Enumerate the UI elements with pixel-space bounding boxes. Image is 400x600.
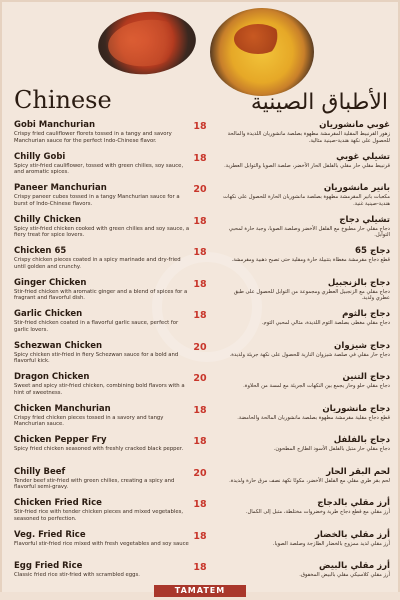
menu-item-arabic (222, 372, 390, 390)
item-description: Spicy fried chicken seasoned with freshly cracked black pepper. (14, 446, 184, 452)
item-name: Egg Fried Rice (14, 561, 83, 571)
item-name: Chicken Manchurian (14, 403, 111, 414)
item-name: Garlic Chicken (14, 309, 83, 319)
menu-item (14, 278, 190, 303)
menu-item (14, 341, 190, 366)
item-name: Chilly Chicken (14, 214, 82, 225)
item-price: 18 (193, 530, 207, 542)
menu-item (14, 498, 190, 523)
menu-item-arabic (222, 404, 390, 422)
item-price: 18 (193, 152, 207, 164)
item-price: 18 (193, 436, 207, 447)
brand-logo: TAMATEM (154, 585, 246, 597)
menu-item-arabic (222, 530, 390, 548)
item-description: Stir-fried chicken with aromatic ginger and a blend of spices for a fragrant and flavorful dish. (14, 288, 188, 302)
item-name: Chicken 65 (14, 246, 67, 256)
item-name: Ginger Chicken (14, 277, 87, 288)
item-name-arabic: دجاج التنين (342, 372, 390, 382)
item-description: Crispy paneer cubes tossed in a tangy Manchurian sauce for a burst of Indo-Chinese flavors. (14, 194, 180, 207)
item-description: Tender beef stir-fried with green chilies, creating a spicy and flavorful semi-gravy. (14, 477, 175, 491)
item-price: 20 (193, 373, 207, 384)
item-name: Gobi Manchurian (14, 120, 96, 130)
item-name-arabic: دجاج بالزنجبيل (327, 277, 390, 288)
item-price: 18 (193, 247, 207, 258)
menu-item (14, 404, 190, 429)
item-price: 18 (193, 278, 207, 290)
item-description-arabic: دجاج مقلي مغطى بصلصة الثوم اللذيذة، مثالي لمحبي الثوم. (261, 320, 390, 326)
menu-item-arabic (222, 120, 390, 145)
menu-item-arabic (222, 215, 390, 240)
menu-item (14, 309, 190, 334)
menu-item (14, 120, 190, 145)
item-name: Chicken Pepper Fry (14, 435, 107, 445)
item-description-arabic: دجاج مقلي حلو وحار يجمع بين النكهات الجريئة مع لمسة من الحلاوة. (243, 383, 390, 389)
item-name: Paneer Manchurian (14, 183, 107, 193)
item-description-arabic: أرز مقلي لذيذ ممزوج بالخضار الطازجة وصلصة الصويا. (272, 540, 390, 547)
item-name: Dragon Chicken (14, 372, 90, 382)
item-description-arabic: قرنبيط مقلي حار مقلي بالفلفل الحار الأخضر، صلصة الصويا والتوابل العطرية. (224, 162, 390, 169)
item-name-arabic: دجاج 65 (355, 246, 390, 256)
menu-item-arabic (222, 498, 390, 516)
menu-item-arabic (222, 561, 390, 579)
item-name-arabic: أرز مقلي بالخضار (314, 529, 390, 540)
item-description-arabic: قطع دجاج مقرمشة مغطاة بتتبيلة حارة ومقلية حتى تصبح ذهبية ومقرمشة. (231, 257, 390, 263)
item-name-arabic: لحم البقر الحار (326, 466, 390, 477)
menu-item-arabic (222, 152, 390, 170)
item-name-arabic: دجاج مانشوريان (322, 403, 390, 414)
menu-item-arabic (222, 341, 390, 359)
item-description-arabic: قطع دجاج مقلية مقرمشة مطهوة بصلصة مانشوريان المالحة والحامضة. (237, 414, 390, 421)
item-price: 20 (193, 341, 207, 353)
item-name-arabic: أرز مقلي بالدجاج (317, 498, 390, 508)
item-name-arabic: دجاج بالثوم (342, 309, 390, 319)
item-description: Classic fried rice stir-fried with scrambled eggs. (14, 572, 140, 578)
item-description: Spicy stir-fried chicken cooked with green chilies and soy sauce, a fiery treat for spice lovers. (14, 225, 190, 239)
item-price: 20 (193, 467, 207, 479)
menu-item-arabic (222, 435, 390, 453)
menu-item (14, 530, 190, 548)
item-description-arabic: دجاج مقلي حار متبل بالفلفل الأسود الطازج المطحون. (273, 446, 390, 452)
item-price: 18 (193, 499, 207, 510)
item-name-arabic: أرز مقلي بالبيض (319, 561, 390, 571)
item-description: Spicy chicken stir-fried in fiery Schezwan sauce for a bold and flavorful kick. (14, 351, 179, 365)
item-price: 18 (193, 215, 207, 227)
item-name: Chilly Gobi (14, 151, 66, 162)
menu-item (14, 215, 190, 240)
item-name-arabic: تشيلي دجاج (339, 214, 390, 225)
item-description: Crispy chicken pieces coated in a spicy marinade and dry-fried until golden and crunchy. (14, 257, 181, 270)
item-price: 20 (193, 184, 207, 195)
item-description: Crispy fried cauliflower florets tossed in a tangy and savory Manchurian sauce for the perfect Indo-Chinese flavor. (14, 131, 172, 144)
menu-item (14, 435, 190, 453)
item-description-arabic: دجاج مقلي مع الزنجبيل العطري ومجموعة من التوابل للحصول على طبق عطري ولذيذ. (233, 288, 390, 302)
item-description: Spicy stir-fried cauliflower, tossed with green chilies, soy sauce, and aromatic spices. (14, 162, 184, 176)
item-description-arabic: أرز مقلي كلاسيكي مقلي بالبيض المخفوق. (299, 572, 390, 578)
menu-item (14, 246, 190, 271)
menu-item (14, 467, 190, 492)
item-description-arabic: مكعبات بانير المقرمشة مطهوة بصلصة مانشوريان الحارة للحصول على نكهات هندية-صينية غنية. (223, 194, 390, 207)
item-name-arabic: دجاج شيزوان (334, 340, 390, 351)
section-title-arabic: الأطباق الصينية (250, 90, 388, 115)
section-title-english: Chinese (14, 86, 112, 114)
item-price: 18 (193, 562, 207, 573)
item-name: Chicken Fried Rice (14, 498, 102, 508)
item-description: Crispy fried chicken pieces tossed in a savory and tangy Manchurian sauce. (14, 414, 164, 428)
menu-item (14, 372, 190, 397)
item-description: Sweet and spicy stir-fried chicken, combining bold flavors with a hint of sweetness. (14, 383, 185, 396)
item-name-arabic: بانير مانشوريان (323, 183, 390, 193)
dish-photo-right (210, 8, 314, 96)
menu-item (14, 561, 190, 579)
item-description: Stir-fried rice with tender chicken pieces and mixed vegetables, seasoned to perfection. (14, 509, 184, 522)
item-name: Veg. Fried Rice (14, 529, 86, 540)
menu-item (14, 183, 190, 208)
menu-item-arabic (222, 246, 390, 264)
item-description-arabic: لحم بقر طري مقلي مع الفلفل الأخضر، مكونًا نكهة نصف مرق حارة ولذيذة. (229, 477, 390, 484)
item-description-arabic: أرز مقلي مع قطع دجاج طرية وخضروات مختلطة، متبل إلى الكمال. (245, 509, 390, 515)
menu-item-arabic (222, 309, 390, 327)
menu-item-arabic (222, 183, 390, 208)
item-description: Flavorful stir-fried rice mixed with fresh vegetables and soy sauce (14, 540, 189, 547)
item-name-arabic: دجاج بالفلفل (333, 435, 390, 445)
item-description-arabic: دجاج مقلي حار مطبوخ مع الفلفل الأخضر وصلصة الصويا، وجبة حارة لمحبي التوابل. (228, 225, 390, 239)
menu-item (14, 152, 190, 177)
item-name: Schezwan Chicken (14, 340, 103, 351)
item-price: 18 (193, 310, 207, 321)
item-price: 18 (193, 404, 207, 416)
item-name: Chilly Beef (14, 466, 66, 477)
item-description-arabic: زهور القرنبيط المقلية المقرمشة مطهوة بصلصة مانشوريان اللذيذة والمالحة للحصول على نكهة هندية-صينية مثالية. (227, 131, 390, 144)
item-name-arabic: تشيلي غوبي (336, 151, 390, 162)
item-price: 18 (193, 121, 207, 132)
menu-item-arabic (222, 467, 390, 485)
menu-item-arabic (222, 278, 390, 303)
item-description-arabic: دجاج حار مقلي في صلصة شيزوان النارية للحصول على نكهة جريئة ولذيذة. (229, 351, 390, 358)
item-name-arabic: غوبي مانشوريان (319, 120, 390, 130)
item-description: Stir-fried chicken coated in a flavorful garlic sauce, perfect for garlic lovers. (14, 320, 179, 333)
